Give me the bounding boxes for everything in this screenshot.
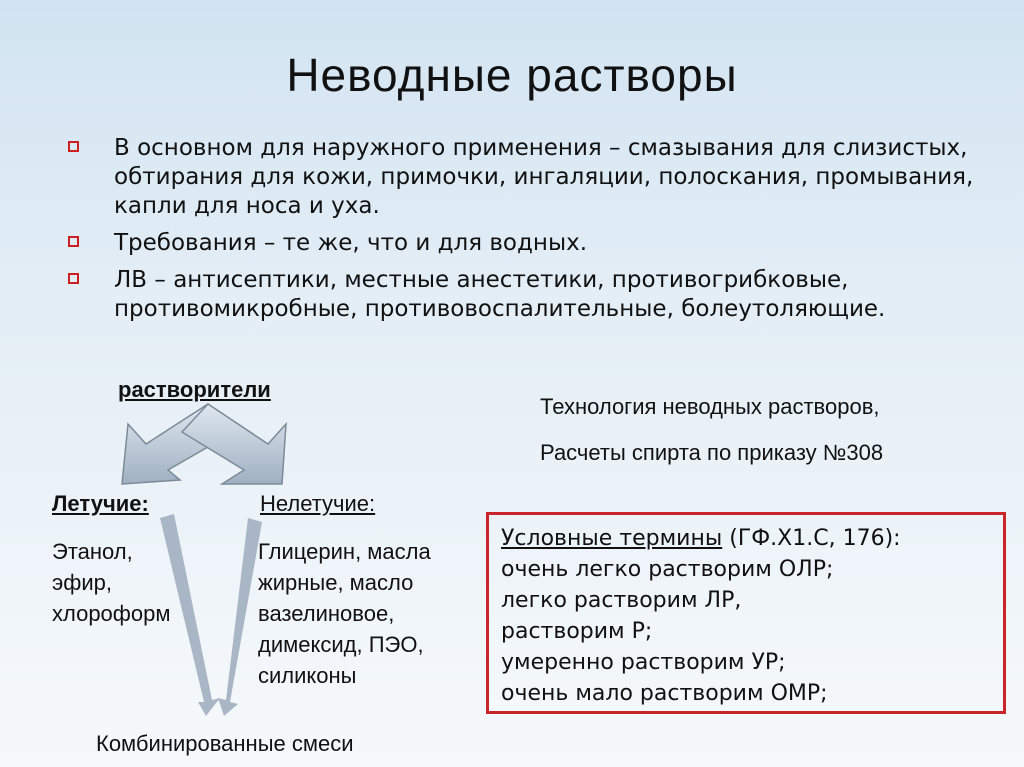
list-item: вазелиновое, — [258, 601, 395, 626]
bullet-text: ЛВ – антисептики, местные анестетики, противогрибковые, противомикробные, противовоспалительные, болеутоляющие. — [114, 267, 886, 322]
list-item: жирные, масло — [258, 570, 414, 595]
terms-heading: Условные термины — [501, 526, 723, 551]
volatile-list — [52, 536, 171, 629]
combined-mixtures-label: Комбинированные смеси — [96, 731, 354, 756]
nonvolatile-list — [258, 536, 431, 691]
page-title: Неводные растворы — [286, 49, 738, 101]
nonvolatile-heading: Нелетучие: — [260, 491, 376, 516]
term-item: умеренно растворим УР; — [501, 650, 786, 675]
list-item: димексид, ПЭО, — [258, 632, 424, 657]
bullet-text: Требования – те же, что и для водных. — [114, 230, 588, 256]
term-item: легко растворим ЛР, — [501, 588, 742, 613]
solvents-label: растворители — [118, 377, 271, 402]
term-item: очень мало растворим ОМР; — [501, 681, 828, 706]
alcohol-calc-note: Расчеты спирта по приказу №308 — [540, 440, 884, 465]
list-item: Глицерин, масла — [258, 539, 431, 564]
bullet-text: В основном для наружного применения – смазывания для слизистых, обтирания для кожи, примочки, ингаляции, полоскания, промывания, капли для носа и уха. — [114, 135, 974, 219]
terms-heading-line — [501, 523, 993, 554]
terms-box — [486, 512, 1006, 714]
list-item: хлороформ — [52, 601, 171, 626]
term-item: растворим Р; — [501, 619, 653, 644]
terms-reference: (ГФ.Х1.С, 176): — [722, 526, 901, 551]
list-item: силиконы — [258, 663, 357, 688]
down-arrow-nonvolatile-icon — [218, 518, 262, 716]
volatile-heading: Летучие: — [52, 491, 149, 516]
list-item: Этанол, — [52, 539, 133, 564]
list-item: эфир, — [52, 570, 112, 595]
term-item: очень легко растворим ОЛР; — [501, 557, 834, 582]
technology-note: Технология неводных растворов, — [540, 394, 880, 419]
